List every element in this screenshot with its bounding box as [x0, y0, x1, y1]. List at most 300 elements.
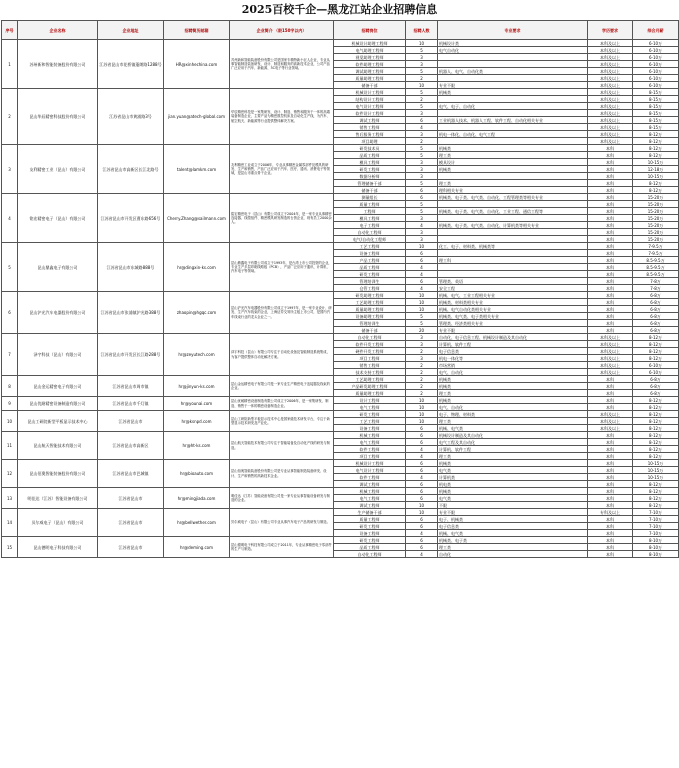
job-degree: 本科: [588, 327, 633, 334]
job-major: 电子、机械类: [438, 516, 588, 523]
job-title: 机械工程师: [334, 488, 406, 495]
job-count: 4: [406, 446, 438, 453]
job-title: 工艺助理工程师: [334, 299, 406, 306]
job-major: 电气类: [438, 495, 588, 502]
job-title: 质量助理工程师: [334, 75, 406, 82]
job-degree: 本科及以上: [588, 54, 633, 61]
job-degree: 本科: [588, 320, 633, 327]
table-row: [2, 145, 679, 152]
job-major: 机械类: [438, 145, 588, 152]
company-intro: 昆山佰奥智能装备股份有限公司是专业从事智能制造装备研发、设计、生产和销售的高新技术企业。: [230, 460, 334, 488]
job-count: 2: [406, 96, 438, 103]
job-title: 电气工程师: [334, 404, 406, 411]
company-email[interactable]: jian.yuan@atech-global.com: [164, 89, 230, 145]
company-name: 泽宇科技（昆山）有限公司: [18, 334, 98, 376]
job-title: 工程师: [334, 208, 406, 215]
job-salary: 15-20万: [633, 222, 679, 229]
job-degree: 本科及以上: [588, 138, 633, 145]
job-degree: 本科: [588, 551, 633, 558]
company-email[interactable]: hr@jinyun-ks.com: [164, 376, 230, 397]
job-salary: 8-12万: [633, 145, 679, 152]
job-major: 理科相关专业: [438, 187, 588, 194]
job-title: 研发工程师: [334, 271, 406, 278]
job-title: 品质工程师: [334, 544, 406, 551]
job-title: 结构设计工程师: [334, 96, 406, 103]
job-title: 项目工程师: [334, 355, 406, 362]
company-address: 江苏省昆山市周市镇: [98, 376, 164, 397]
table-row: [2, 40, 679, 47]
job-degree: 本科: [588, 376, 633, 383]
job-salary: 6-8万: [633, 313, 679, 320]
header-no: 序号: [2, 21, 18, 40]
job-count: 6: [406, 460, 438, 467]
job-count: 10: [406, 299, 438, 306]
job-degree: 本科: [588, 306, 633, 313]
job-salary: 7-8万: [633, 278, 679, 285]
company-number: 12: [2, 460, 18, 488]
job-title: 品质工程师: [334, 264, 406, 271]
job-major: [438, 250, 588, 257]
job-degree: 本科及以上: [588, 47, 633, 54]
company-intro: 昆山德明电子科技有限公司成立于2011年，专业从事精密电子零部件的生产与制造。: [230, 537, 334, 558]
job-major: [438, 173, 588, 180]
job-major: 机械、电气类: [438, 425, 588, 432]
job-salary: 15-20万: [633, 236, 679, 243]
job-count: 6: [406, 523, 438, 530]
job-count: 5: [406, 208, 438, 215]
job-title: 软件工程师: [334, 446, 406, 453]
job-count: 3: [406, 229, 438, 236]
job-title: 测量组长: [334, 194, 406, 201]
job-title: 硬件开发工程师: [334, 348, 406, 355]
job-degree: 本科: [588, 250, 633, 257]
job-count: 6: [406, 117, 438, 124]
job-salary: 8-12万: [633, 453, 679, 460]
job-degree: 本科及以上: [588, 369, 633, 376]
job-major: 机电一体化等: [438, 355, 588, 362]
job-salary: 8-15万: [633, 117, 679, 124]
job-salary: 8.5-9.5万: [633, 271, 679, 278]
job-count: 6: [406, 250, 438, 257]
company-intro: 昆山工研院新型平板显示技术中心是国家级技术研发平台，专注于新型显示技术研发及产业化。: [230, 411, 334, 432]
job-degree: 本科: [588, 516, 633, 523]
table-row: [2, 292, 679, 299]
job-degree: 本科: [588, 439, 633, 446]
job-degree: 本科: [588, 201, 633, 208]
job-count: 10: [406, 243, 438, 250]
job-major: [438, 201, 588, 208]
job-title: 工艺工程师: [334, 243, 406, 250]
job-degree: 本科及以上: [588, 96, 633, 103]
job-major: 机械、电气自动化类相关专业: [438, 306, 588, 313]
job-count: 10: [406, 306, 438, 313]
job-major: 机械、电气、工业工程相关专业: [438, 292, 588, 299]
company-intro: 明佳达（江苏）智能设备有限公司是一家专业从事智能设备研发与制造的企业。: [230, 488, 334, 509]
job-major: 机械类: [438, 166, 588, 173]
job-title: 调试工程师: [334, 117, 406, 124]
job-count: 2: [406, 376, 438, 383]
job-degree: 本科: [588, 502, 633, 509]
job-salary: 6-10万: [633, 362, 679, 369]
job-degree: 本科: [588, 152, 633, 159]
job-title: 质量工程师: [334, 516, 406, 523]
header-salary: 综合月薪: [633, 21, 679, 40]
company-address: 江苏省昆山市花桥镇蓬朗路1288号: [98, 40, 164, 89]
job-degree: 本科: [588, 229, 633, 236]
job-major: 电子信息类: [438, 523, 588, 530]
job-major: [438, 236, 588, 243]
company-number: 7: [2, 334, 18, 376]
company-email[interactable]: hr@mingjiada.com: [164, 488, 230, 509]
company-email[interactable]: Cherry.Zhang@sailmann.com: [164, 194, 230, 243]
job-salary: 8-10万: [633, 551, 679, 558]
job-major: 机电类: [438, 481, 588, 488]
job-major: 机械类: [438, 397, 588, 404]
company-number: 10: [2, 411, 18, 432]
job-salary: 7-10万: [633, 516, 679, 523]
job-degree: 本科: [588, 453, 633, 460]
company-intro: 铭宏精密电子（昆山）有限公司成立于2004年，是一家专业从事精密连接器、线缆组件、精密模具研发制造的台资企业，现有员工2000余人。: [230, 194, 334, 243]
job-count: 3: [406, 159, 438, 166]
job-degree: 本科: [588, 215, 633, 222]
job-count: 4: [406, 474, 438, 481]
job-degree: 本科及以上: [588, 348, 633, 355]
job-title: 自动化工程师: [334, 229, 406, 236]
company-number: 15: [2, 537, 18, 558]
company-intro: 昆山航天智能技术有限公司专注于智能装备及自动化产线的研发与制造。: [230, 432, 334, 460]
job-major: [438, 61, 588, 68]
job-salary: 8-12万: [633, 341, 679, 348]
company-email[interactable]: hr@deming.com: [164, 537, 230, 558]
job-count: 6: [406, 488, 438, 495]
job-degree: 本科及以上: [588, 82, 633, 89]
company-email[interactable]: hr@bioauto.com: [164, 460, 230, 488]
job-degree: 本科: [588, 243, 633, 250]
company-email[interactable]: zhaopin@hgqc.com: [164, 292, 230, 334]
job-salary: 8-15万: [633, 110, 679, 117]
header-degree: 学历要求: [588, 21, 633, 40]
job-title: 生产储备干部: [334, 509, 406, 516]
job-major: 管理类、英语: [438, 278, 588, 285]
job-major: [438, 54, 588, 61]
job-count: 5: [406, 313, 438, 320]
job-major: 机械类、材料类相关专业: [438, 299, 588, 306]
job-title: 电气设计工程师: [334, 467, 406, 474]
job-count: 2: [406, 383, 438, 390]
job-count: 5: [406, 152, 438, 159]
company-email[interactable]: HR@xinhechina.com: [164, 40, 230, 89]
job-major: 理工科: [438, 257, 588, 264]
job-degree: 本科: [588, 467, 633, 474]
company-number: 6: [2, 292, 18, 334]
job-major: 机械、电气类: [438, 530, 588, 537]
job-count: 4: [406, 222, 438, 229]
job-salary: 6-10万: [633, 75, 679, 82]
table-body: [2, 40, 679, 558]
header-address: 企业地址: [98, 21, 164, 40]
job-count: 6: [406, 187, 438, 194]
job-degree: 本科: [588, 292, 633, 299]
company-name: 贝尔威电子（昆山）有限公司: [18, 509, 98, 537]
job-salary: 8-12万: [633, 334, 679, 341]
job-count: 4: [406, 271, 438, 278]
job-count: 4: [406, 530, 438, 537]
company-address: 江苏省昆山市张浦镇沪光路388号: [98, 292, 164, 334]
table-row: [2, 194, 679, 201]
job-salary: 7-10万: [633, 509, 679, 516]
job-degree: 本科: [588, 390, 633, 397]
job-major: 理工类: [438, 453, 588, 460]
job-salary: 7-10万: [633, 530, 679, 537]
job-salary: 8-12万: [633, 488, 679, 495]
job-count: 5: [406, 201, 438, 208]
job-degree: 本科: [588, 446, 633, 453]
job-count: 4: [406, 124, 438, 131]
job-major: 化工、电子、材料类、机械类等: [438, 243, 588, 250]
job-major: 理工类: [438, 152, 588, 159]
job-count: 2: [406, 362, 438, 369]
company-name: 明佳达（江苏）智能设备有限公司: [18, 488, 98, 509]
job-salary: 6-10万: [633, 54, 679, 61]
job-title: 电气助理工程师: [334, 47, 406, 54]
job-count: 2: [406, 138, 438, 145]
job-degree: 本科: [588, 222, 633, 229]
job-salary: 7-9.5万: [633, 250, 679, 257]
job-salary: 8-12万: [633, 187, 679, 194]
job-count: 5: [406, 89, 438, 96]
job-degree: 本科及以上: [588, 425, 633, 432]
job-count: 3: [406, 341, 438, 348]
job-major: 专业不限: [438, 509, 588, 516]
job-degree: 本科: [588, 537, 633, 544]
job-count: 2: [406, 369, 438, 376]
job-major: [438, 96, 588, 103]
job-degree: 本科及以上: [588, 40, 633, 47]
company-email[interactable]: hr@ksnpd.com: [164, 411, 230, 432]
job-salary: 8-12万: [633, 418, 679, 425]
job-major: 机械类、电气类、电子类相关专业: [438, 313, 588, 320]
job-count: 10: [406, 82, 438, 89]
job-salary: 6-8万: [633, 306, 679, 313]
job-title: 项目助理: [334, 138, 406, 145]
job-title: 模具工程师: [334, 159, 406, 166]
job-count: 3: [406, 236, 438, 243]
company-name: 昆山佰奥智能装备股份有限公司: [18, 460, 98, 488]
job-salary: 8-15万: [633, 96, 679, 103]
job-salary: 8.5-9.5万: [633, 257, 679, 264]
job-count: 3: [406, 131, 438, 138]
company-name: 昆山德明电子科技有限公司: [18, 537, 98, 558]
job-degree: 本科: [588, 313, 633, 320]
job-title: 电气设计工程师: [334, 103, 406, 110]
job-salary: 8-15万: [633, 124, 679, 131]
company-name: 昆山金运精密电子有限公司: [18, 376, 98, 397]
job-major: 理工类: [438, 418, 588, 425]
job-degree: 本科: [588, 544, 633, 551]
job-count: 10: [406, 509, 438, 516]
job-count: 6: [406, 194, 438, 201]
job-salary: 6-10万: [633, 68, 679, 75]
company-number: 8: [2, 376, 18, 397]
table-row: [2, 460, 679, 467]
job-count: 3: [406, 215, 438, 222]
job-salary: 6-10万: [633, 369, 679, 376]
job-count: 3: [406, 110, 438, 117]
job-count: 6: [406, 481, 438, 488]
job-title: 项目工程师: [334, 453, 406, 460]
job-count: 5: [406, 47, 438, 54]
job-salary: 6-10万: [633, 47, 679, 54]
job-degree: 本科: [588, 495, 633, 502]
job-degree: 本科: [588, 432, 633, 439]
job-title: 调试工程师: [334, 502, 406, 509]
job-title: 产品研发助理工程师: [334, 383, 406, 390]
job-title: 售后服务工程师: [334, 131, 406, 138]
company-number: 2: [2, 89, 18, 145]
company-number: 4: [2, 194, 18, 243]
job-title: 销售工程师: [334, 124, 406, 131]
table-row: [2, 89, 679, 96]
company-intro: 昆山金运精密电子有限公司是一家专业生产精密电子连接器及线束的企业。: [230, 376, 334, 397]
job-degree: 本科: [588, 264, 633, 271]
job-title: 自动化工程师: [334, 551, 406, 558]
job-degree: 本科及以上: [588, 411, 633, 418]
job-major: 模具设计: [438, 159, 588, 166]
company-email[interactable]: hr@ht-ks.com: [164, 432, 230, 460]
job-title: 管理储备干部: [334, 180, 406, 187]
company-email[interactable]: hr@bellwether.com: [164, 509, 230, 537]
job-salary: 8-12万: [633, 404, 679, 411]
job-major: 计算机、软件工程: [438, 341, 588, 348]
job-salary: 15-20万: [633, 229, 679, 236]
job-title: 软件工程师: [334, 474, 406, 481]
company-name: 铭宏精密电子（昆山）有限公司: [18, 194, 98, 243]
company-intro: 苏州新和智能装备股份有限公司是国家专精特新小巨人企业，专业从事智能制造装备研发、设计、制造和服务的高新技术企业，公司产品广泛应用于汽车、新能源、3C电子等行业领域。: [230, 40, 334, 89]
company-number: 3: [2, 145, 18, 194]
job-degree: 本科: [588, 530, 633, 537]
job-degree: 本科: [588, 285, 633, 292]
company-name: 昆山鼎鑫电子有限公司: [18, 243, 98, 292]
job-major: 机械类、电子类: [438, 537, 588, 544]
job-title: 设备工程师: [334, 250, 406, 257]
recruitment-table: [1, 20, 679, 558]
job-degree: 本科及以上: [588, 355, 633, 362]
job-major: 机械设计制造及其自动化: [438, 432, 588, 439]
job-title: 研发工程师: [334, 166, 406, 173]
company-intro: 昆山鼎鑫电子有限公司成立于1993年，是台湾上市公司投资的企业，专业生产多层印刷线路板（PCB），产品广泛应用于通讯、计算机、汽车电子等领域。: [230, 243, 334, 292]
company-email[interactable]: hr@zeyutech.com: [164, 334, 230, 376]
job-degree: 本科: [588, 173, 633, 180]
job-degree: 本科及以上: [588, 131, 633, 138]
job-salary: 8-12万: [633, 397, 679, 404]
job-count: 6: [406, 467, 438, 474]
table-row: [2, 376, 679, 383]
job-title: 质量助理工程师: [334, 306, 406, 313]
company-email[interactable]: hr@dingxin-ks.com: [164, 243, 230, 292]
job-major: 不限: [438, 502, 588, 509]
job-salary: 8-15万: [633, 103, 679, 110]
job-salary: 8-12万: [633, 502, 679, 509]
company-number: 9: [2, 397, 18, 411]
job-major: 市场营销: [438, 362, 588, 369]
job-salary: 7-8万: [633, 285, 679, 292]
job-salary: 10-15万: [633, 173, 679, 180]
job-salary: 8-12万: [633, 425, 679, 432]
job-salary: 6-8万: [633, 320, 679, 327]
company-email[interactable]: hr@younai.com: [164, 397, 230, 411]
company-intro: 泽宇科技（昆山）有限公司专注于自动化设备及智能制造系统集成，为客户提供整体自动化解决方案。: [230, 334, 334, 376]
job-title: 仓管工程师: [334, 285, 406, 292]
company-name: 友利精密工业（昆山）有限公司: [18, 145, 98, 194]
job-salary: 6-8万: [633, 299, 679, 306]
job-salary: 8-12万: [633, 138, 679, 145]
company-address: 江苏省昆山市黄浦路3号: [98, 89, 164, 145]
job-title: 设计工程师: [334, 397, 406, 404]
company-intro: 昆山优耐精密设备制造有限公司成立于2006年，是一家集研发、制造、销售于一体的精密设备制造企业。: [230, 397, 334, 411]
job-degree: 本科及以上: [588, 124, 633, 131]
job-title: 管理培训生: [334, 320, 406, 327]
job-title: 储备干部: [334, 327, 406, 334]
job-degree: 本科: [588, 236, 633, 243]
job-title: 质量工程师: [334, 201, 406, 208]
job-degree: 本科: [588, 194, 633, 201]
job-major: [438, 264, 588, 271]
company-name: 昆山华辰精密科技股份有限公司: [18, 89, 98, 145]
header-intro: 企业简介 （限150字以内）: [230, 21, 334, 40]
job-degree: 本科: [588, 397, 633, 404]
company-name: 昆山优耐精密设备制造有限公司: [18, 397, 98, 411]
job-degree: 本科及以上: [588, 103, 633, 110]
company-email[interactable]: talent@lamkm.com: [164, 145, 230, 194]
job-major: 电子、物理、材料类: [438, 411, 588, 418]
job-count: 5: [406, 68, 438, 75]
company-name: 昆山工研院新型平板显示技术中心: [18, 411, 98, 432]
job-count: 2: [406, 390, 438, 397]
job-title: 研发工程师: [334, 411, 406, 418]
job-major: [438, 271, 588, 278]
job-title: 机械设计工程师: [334, 89, 406, 96]
job-salary: 8-12万: [633, 355, 679, 362]
company-intro: 友利精密工业成立于2006年，专业从事精密金属零部件及模具的研发、生产和销售，产品广泛应用于汽车、医疗、通讯、消费电子等领域，是昆山市重点骨干企业。: [230, 145, 334, 194]
company-address: 江苏省昆山市开发区长江路288号: [98, 334, 164, 376]
job-count: 2: [406, 348, 438, 355]
job-count: 4: [406, 453, 438, 460]
job-title: 调试工程师: [334, 481, 406, 488]
header-job: 招聘岗位: [334, 21, 406, 40]
table-row: [2, 334, 679, 341]
job-title: 管理培训生: [334, 278, 406, 285]
table-row: [2, 488, 679, 495]
table-row: [2, 411, 679, 418]
job-major: 电气自动化: [438, 47, 588, 54]
table-row: [2, 397, 679, 404]
company-intro: 贝尔威电子（昆山）有限公司专业从事汽车电子产品的研发与制造。: [230, 509, 334, 537]
job-salary: 8-12万: [633, 152, 679, 159]
table-row: [2, 537, 679, 544]
job-major: 电气类: [438, 467, 588, 474]
job-degree: 本科及以上: [588, 418, 633, 425]
job-salary: 15-20万: [633, 215, 679, 222]
job-salary: 12-18万: [633, 166, 679, 173]
job-count: 6: [406, 257, 438, 264]
job-title: 软件设计工程师: [334, 110, 406, 117]
job-salary: 8-12万: [633, 481, 679, 488]
job-major: [438, 124, 588, 131]
job-major: [438, 138, 588, 145]
job-major: 机械类、电子类、电气类、自动化、工程管理类等相关专业: [438, 194, 588, 201]
job-degree: 本科: [588, 523, 633, 530]
job-title: 研发工程师: [334, 523, 406, 530]
